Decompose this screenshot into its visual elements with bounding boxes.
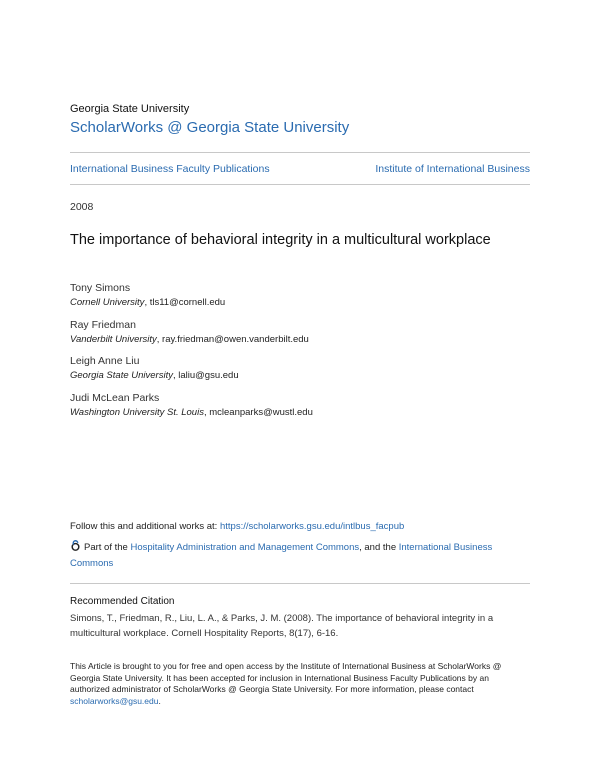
part-of-line [70, 540, 530, 572]
author-affiliation [70, 334, 309, 345]
footer-text: This Article is brought to you for free and open access by the Institute of International Business at ScholarWorks @ Georgia State University. It has been accepted for inclusion in International Business Faculty Publications by an authorized administrator of ScholarWorks @ Georgia State University. For more information, please contact [70, 661, 502, 694]
part-of-middle: , and the [359, 542, 399, 553]
author-block [70, 392, 313, 418]
affiliation-name: Vanderbilt University [70, 334, 157, 345]
author-email: , tls11@cornell.edu [144, 297, 226, 308]
repository-link[interactable]: ScholarWorks @ Georgia State University [70, 119, 350, 136]
author-name: Judi McLean Parks [70, 392, 160, 404]
author-block [70, 282, 225, 308]
publication-year: 2008 [70, 201, 94, 213]
author-email: , mcleanparks@wustl.edu [203, 407, 313, 418]
divider [70, 583, 530, 584]
open-access-icon [70, 540, 81, 551]
footer-end: . [158, 695, 161, 706]
collection-link-institute[interactable]: Institute of International Business [375, 163, 530, 175]
article-title: The importance of behavioral integrity in a multicultural workplace [70, 232, 491, 248]
affiliation-name: Georgia State University [70, 370, 173, 381]
follow-url-link[interactable]: https://scholarworks.gsu.edu/intlbus_facpub [219, 521, 405, 532]
footer-notice [70, 661, 530, 707]
commons-link-hospitality[interactable]: Hospitality Administration and Management Commons [130, 542, 360, 553]
follow-text: Follow this and additional works at: [70, 521, 220, 532]
author-email: , ray.friedman@owen.vanderbilt.edu [156, 334, 309, 345]
divider [70, 152, 530, 153]
author-email: , laliu@gsu.edu [172, 370, 239, 381]
collection-link-faculty-publications[interactable]: International Business Faculty Publications [70, 163, 270, 175]
citation-text: Simons, T., Friedman, R., Liu, L. A., & Parks, J. M. (2008). The importance of behavioral integrity in a multicultural workplace. Cornell Hospitality Reports, 8(17), 6-16. [70, 613, 494, 639]
author-affiliation [70, 407, 313, 418]
author-block [70, 319, 309, 345]
contact-email-link[interactable]: scholarworks@gsu.edu [70, 695, 159, 706]
follow-line [70, 521, 404, 532]
author-name: Tony Simons [70, 282, 131, 294]
citation-heading: Recommended Citation [70, 596, 175, 607]
divider [70, 184, 530, 185]
part-of-prefix: Part of the [84, 542, 131, 553]
commons-link-international-business[interactable]: International Business Commons [70, 542, 493, 569]
author-affiliation [70, 370, 239, 381]
author-affiliation [70, 297, 225, 308]
affiliation-name: Washington University St. Louis [70, 407, 204, 418]
institution-name: Georgia State University [70, 103, 190, 115]
author-block [70, 355, 239, 381]
author-name: Ray Friedman [70, 319, 136, 331]
affiliation-name: Cornell University [70, 297, 145, 308]
author-name: Leigh Anne Liu [70, 355, 140, 367]
